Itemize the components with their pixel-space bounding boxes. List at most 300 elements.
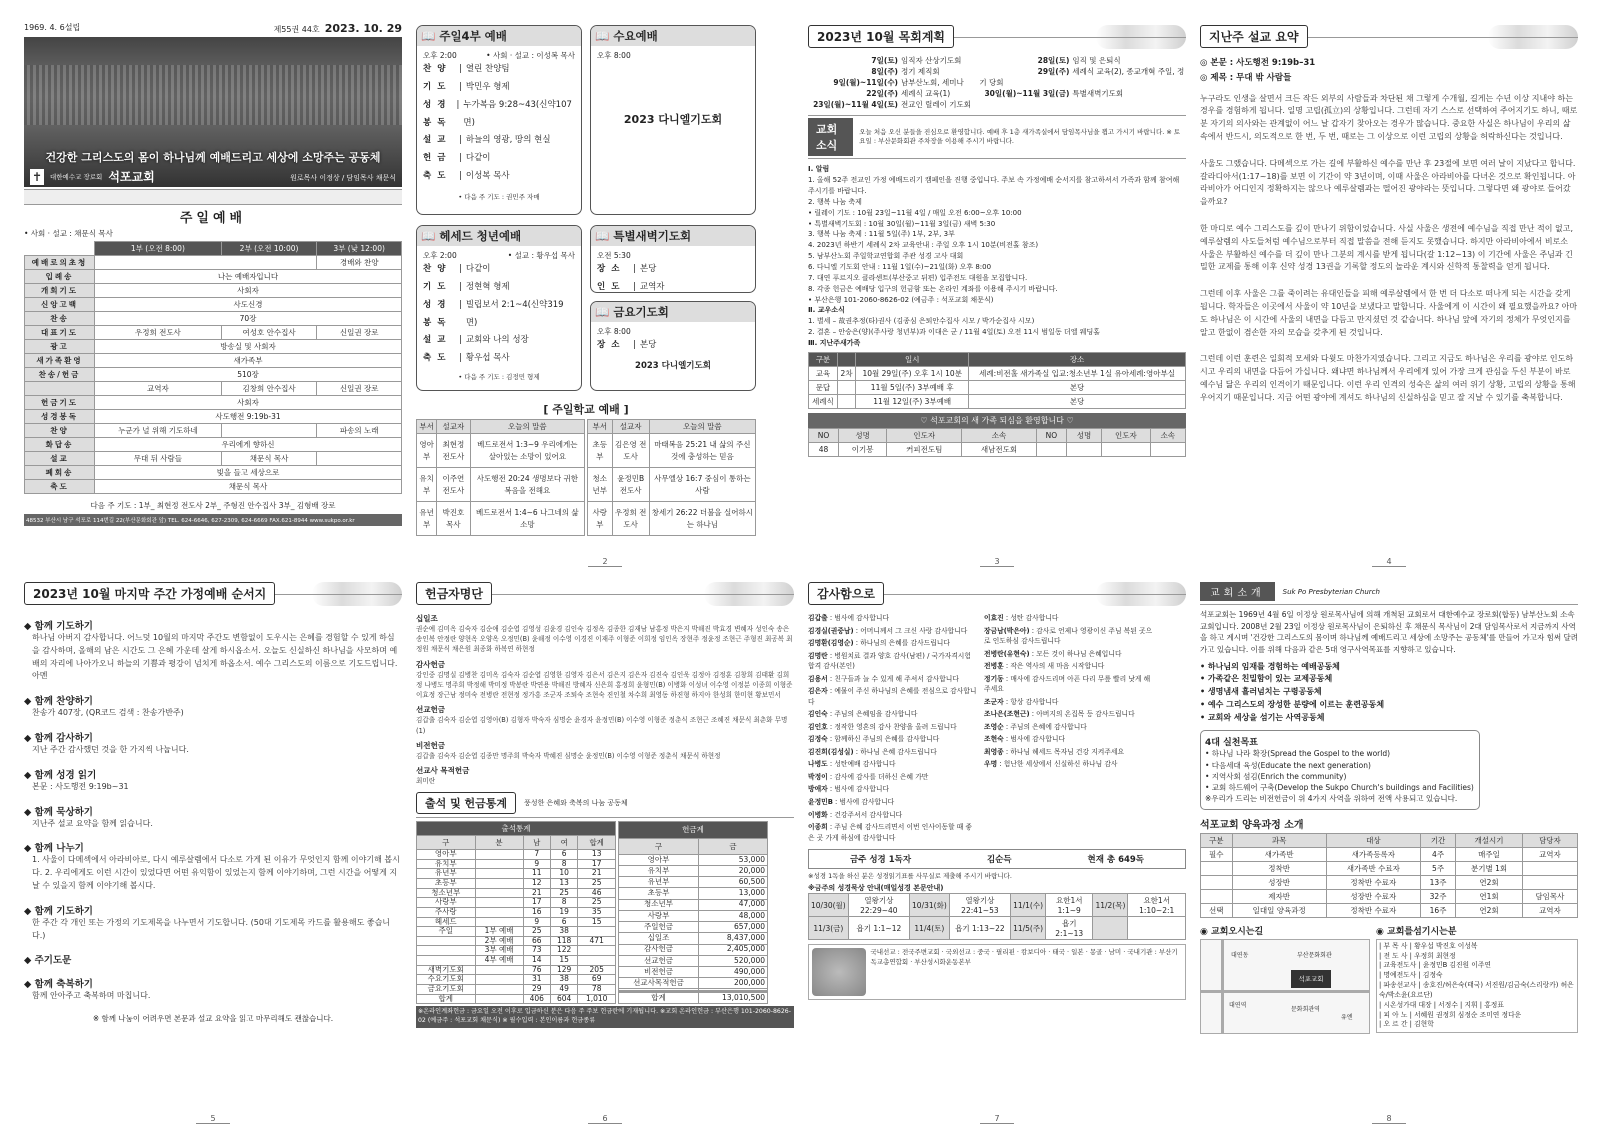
- page-8: [1200, 582, 1578, 1126]
- divider: |: [459, 135, 462, 146]
- ministry-goal: • 예수 그리스도의 장성한 분량에 이르는 훈련공동체: [1200, 699, 1385, 709]
- school-cell: 이주연 전도사: [437, 468, 470, 502]
- edu-head: 구분: [1201, 833, 1233, 847]
- edu-head: 개설시기: [1456, 833, 1523, 847]
- worship-value: 채문식 목사: [221, 452, 317, 466]
- family-step-title: ◆ 함께 축복하기: [24, 979, 93, 991]
- school-cell: 유년부: [417, 502, 437, 536]
- thanks-name: 김명란: [808, 651, 828, 660]
- newcomer-head: NO: [1036, 428, 1066, 442]
- att-cell: 46: [578, 888, 616, 898]
- sunday4-title: 주일4부 예배: [439, 29, 507, 43]
- schedule-day: 11/3(금): [809, 917, 849, 940]
- service-item: 기도: [423, 81, 452, 92]
- worship-value: 510장: [95, 368, 402, 382]
- service-item: 성경봉독: [423, 99, 452, 128]
- worship-item: 헌금기도: [25, 396, 95, 410]
- school-head-cell: 설교자: [612, 420, 649, 434]
- intro-title: 교회소개: [1200, 582, 1275, 601]
- worship-leader: • 사회 · 설교 : 채문식 목사: [24, 229, 113, 238]
- divider: |: [633, 281, 636, 292]
- edu-cell: [1201, 861, 1233, 875]
- worship-value: 우리에게 향하신: [95, 438, 402, 452]
- worship-value: 신일권 장로: [317, 326, 402, 340]
- svc-1: 1부 (오전 8:00): [95, 242, 222, 256]
- att-row: [417, 994, 616, 1004]
- youth-title: 헤세드 청년예배: [439, 229, 522, 243]
- mission-text: 국내선교 : 전국주변교회 · 국외선교 : 중국 · 필리핀 · 캄보디아 · 태국 · 일본 · 몽골 · 남미 · 국내기관 : 부산기독교총연합회 · 부산성시화운동본부: [870, 948, 1178, 966]
- baptism-head: 일시: [856, 352, 969, 366]
- sunday4-box: [416, 25, 582, 215]
- att-cell: 4부 예배: [475, 956, 523, 966]
- baptism-head: 구분: [809, 352, 838, 366]
- att-head: 구: [417, 836, 476, 850]
- worship-row: [25, 270, 402, 284]
- page-7: [808, 582, 1186, 1126]
- plan-event: 특별새벽기도회: [1072, 88, 1124, 98]
- worship-item: 입례송: [25, 270, 95, 284]
- page-number: 8: [1372, 1114, 1405, 1124]
- edu-cell: 새가족반 수료자: [1326, 861, 1420, 875]
- plan-date: 7일(토): [871, 56, 898, 65]
- att-cell: 9: [523, 917, 550, 927]
- page-number: 6: [588, 1114, 621, 1124]
- thanks-text: 범사에 감사합니다: [834, 614, 890, 622]
- thanks-text: 모든 것이 하나님 은혜입니다: [1036, 649, 1122, 658]
- staff-line: | 부 목 사 | 황우섭 박진호 이성복: [1379, 941, 1478, 950]
- news-item: 4. 2023년 하반기 세례식 2차 교육안내 : 주일 오후 1시 10분(비전홀 참조): [808, 241, 1039, 250]
- worship-value: 사도신경: [95, 298, 402, 312]
- thanks-text: 병원치료 결과 양호 감사(남편) / 국가자격시험 합격 감사(본인): [808, 651, 971, 671]
- off-head: 금: [699, 838, 768, 854]
- thanks-line: 이종희 : 주님 은혜 감사드리면서 이번 인사이동할 때 좋은 곳 가게 하심에 감사합니다: [808, 823, 973, 842]
- issue-number: 제55권 44호: [273, 25, 320, 34]
- edu-cell: 새가족등록자: [1326, 847, 1420, 861]
- edu-cell: [1522, 875, 1577, 889]
- schedule-day: [1093, 917, 1128, 940]
- family-step-title: ◆ 함께 나누기: [24, 843, 84, 855]
- att-head: 여: [550, 836, 577, 850]
- plan-line: [808, 100, 979, 111]
- bible-reading-bar: [808, 849, 1186, 869]
- school-tables: [416, 419, 756, 536]
- bible-note: ※성경 1독을 하신 분은 성경읽기표를 사무실로 제출해 주시기 바랍니다.: [808, 872, 1012, 881]
- service-value: 교역자: [639, 281, 665, 292]
- schedule-day: 11/2(목): [1093, 894, 1128, 917]
- sunday4-time: 오후 2:00: [423, 51, 457, 60]
- thanks-line: 방애자 : 범사에 감사합니다: [808, 785, 890, 794]
- worship-value: [95, 256, 317, 270]
- school-cell: 창세기 26:22 더불을 실어하시는 하나님: [649, 502, 755, 536]
- sched-title: ※금주의 성경묵상 안내(매일성경 본문안내): [808, 884, 944, 893]
- att-cell: [475, 907, 523, 917]
- off-head: 구: [619, 838, 699, 854]
- school-head-cell: 설교자: [437, 420, 470, 434]
- offering-names: 김갑출 김숙자 김순엽 김영아(B) 김형자 박숙자 심명순 윤경자 윤정민(B) 이수영 이형준 정춘식 조현근 조혜진 채문식 최춘화 무명(1): [416, 716, 788, 735]
- service-line: [423, 279, 575, 297]
- edu-row: [1201, 903, 1578, 917]
- school-cell: 초등부: [588, 434, 613, 468]
- thanks-text: 범사에 감사합니다: [1010, 735, 1066, 744]
- family-step-title: ◆ 함께 묵상하기: [24, 806, 93, 818]
- att-cell: [475, 975, 523, 985]
- sermon-title: 지난주 설교 요약: [1200, 25, 1308, 48]
- intro-english: Suk Po Presbyterian Church: [1282, 587, 1380, 596]
- flower-decoration-icon: [1096, 25, 1186, 49]
- att-cell: 11: [523, 869, 550, 879]
- schedule-passage: 욥기 2:1~13: [1046, 917, 1093, 940]
- service-item: 설교: [423, 135, 452, 146]
- off-row: [619, 866, 768, 877]
- att-cell: [417, 946, 476, 956]
- staff-line: | 피 아 노 | 서혜원 권정희 심정순 조미연 정다운: [1379, 1010, 1522, 1019]
- page-number: 5: [196, 1114, 229, 1124]
- worship-row: [25, 256, 402, 270]
- school-cell: 사랑부: [588, 502, 613, 536]
- newcomer-head: 소속: [962, 428, 1037, 442]
- baptism-head: 장소: [969, 352, 1186, 366]
- baptism-row: [809, 380, 1186, 394]
- thanks-text: 하나님의 은혜를 감사드립니다: [860, 639, 950, 648]
- thanks-text: 성탄예배 감사합니다: [834, 760, 896, 769]
- att-cell: 유년부: [417, 869, 476, 879]
- school-cell: 영아부: [417, 434, 437, 468]
- worship-value: 무대 뒤 사람들: [95, 452, 222, 466]
- off-cell: 비전헌금: [619, 967, 699, 978]
- worship-item: 새가족환영: [25, 354, 95, 368]
- plan-line: [808, 56, 979, 67]
- divider: |: [633, 340, 636, 350]
- divider: |: [633, 264, 636, 274]
- bible-schedule-table: [808, 893, 1186, 940]
- worship-value: 경배와 찬양: [317, 256, 402, 270]
- thanks-text: 어머니께서 그 크신 사랑 감사합니다: [860, 626, 968, 635]
- att-cell: 76: [523, 965, 550, 975]
- service-line: [597, 279, 749, 297]
- baptism-cell: 11월 5일(주) 3부예배 후: [856, 380, 969, 394]
- att-cell: 초등부: [417, 879, 476, 889]
- family-step-title: ◆ 함께 성경 읽기: [24, 769, 97, 781]
- worship-title: 주일예배: [179, 211, 247, 226]
- worship-row: [25, 326, 402, 340]
- newcomer-cell: [1150, 442, 1185, 456]
- thanks-name: 최영종: [984, 747, 1004, 756]
- baptism-cell: [837, 380, 855, 394]
- school-cell: 박진호 목사: [437, 502, 470, 536]
- news-item: • 릴레이 기도 : 10월 23일~11월 4일 / 매일 오전 6:00~오후 10:00: [808, 208, 1022, 217]
- thanks-line: 김용서 : 친구들과 늘 수 있게 해 주셔서 감사합니다: [808, 674, 959, 683]
- att-cell: 21: [578, 869, 616, 879]
- school-table-right: [587, 419, 756, 536]
- att-cell: [578, 927, 616, 937]
- att-cell: 25: [578, 879, 616, 889]
- schedule-day: 11/4(토): [910, 917, 950, 940]
- schedule-passage: 열왕기상 22:29~40: [848, 894, 909, 917]
- service-value: 교회와 나의 성장: [465, 335, 529, 346]
- family-step-title: ◆ 함께 찬양하기: [24, 696, 93, 708]
- worship-row: [25, 424, 402, 438]
- worship-row: [25, 396, 402, 410]
- thanks-line: 김은자 : 예물이 주신 하나님의 은혜를 전심으로 감사합니다: [808, 687, 977, 706]
- worship-row: [25, 340, 402, 354]
- baptism-cell: [837, 394, 855, 408]
- book-icon: 📖: [421, 229, 436, 243]
- page-number: 2: [588, 557, 621, 567]
- thanks-name: 김갑출: [808, 614, 828, 622]
- worship-value: 교역자: [95, 382, 222, 396]
- edu-cell: 연1회: [1456, 889, 1523, 903]
- att-cell: 청소년부: [417, 888, 476, 898]
- att-cell: 6: [550, 850, 577, 860]
- off-cell: 합계: [619, 992, 699, 1003]
- off-amount: 520,000: [699, 955, 768, 966]
- fri-title: 금요기도회: [613, 305, 669, 319]
- thanks-line: 김인숙 : 주님의 은혜임을 감사합니다: [808, 710, 918, 719]
- thanks-name: 김용서: [808, 674, 828, 683]
- page-5: [24, 582, 402, 1126]
- svc-3: 3부 (낮 12:00): [317, 242, 402, 256]
- edu-cell: 매주일: [1456, 847, 1523, 861]
- worship-item: 찬양: [25, 424, 95, 438]
- edu-cell: 성장반 수료자: [1326, 889, 1420, 903]
- school-head: [588, 420, 756, 434]
- thanks-text: 예물이 주신 하나님의 은혜를 전심으로 감사합니다: [808, 687, 977, 706]
- thanks-name: 전병훈: [984, 662, 1004, 671]
- schedule-passage: 요한1서 1:10~2:1: [1128, 894, 1186, 917]
- news-item: Ⅰ. 알림: [808, 165, 830, 174]
- att-row: [417, 898, 616, 908]
- offering-category: 선교헌금: [416, 705, 445, 715]
- offering-names: 강인중 김명실 김병찬 김미옥 김숙자 김순엽 김영한 김영자 김은서 김은지 김은자 김진숙 김인욱 김정아 김정훈 김창희 김태환 김희정 나병도 명주희 박정해 박미정 박봉란 박연용 박해진 방혜자 신은희 홍정희 윤형민(B) 이병화 이성녀 이수영 이정분 이종희 이형준 이효정 장근남 정미숙 전병란 전현정 정가흥 조군자 조퇴숙 조현숙 진인철 차수희 최영동 하진형 하지아 한성희 한미현 황보민서: [416, 670, 793, 700]
- cross-logo-icon: ✝: [31, 169, 43, 184]
- thanks-text: 범사에 감사합니다: [839, 797, 895, 806]
- service-line: [423, 61, 575, 79]
- map-title: 교회오시는길: [1211, 926, 1264, 937]
- news-item: • 특별새벽기도회 : 10월 30일(월)~11월 3일(금) 새벽 5:30: [808, 219, 996, 228]
- fri-time: 오후 8:00: [597, 327, 631, 336]
- off-row: [619, 888, 768, 899]
- news-item: Ⅱ. 교우소식: [808, 306, 845, 315]
- edu-cell: 일대일 양육과정: [1232, 903, 1326, 917]
- family-step-text: 하나님 아버지 감사합니다. 어느덧 10월의 마지막 주간도 변함없이 도우시는 은혜를 경험할 수 있게 하심을 감사하며, 올해의 남은 시간도 그 은혜 가운데 살게 하시옵소서. 오늘도 신실하신 하나님을 사모하며 예배의 자리에 나아가오니 하늘의 기쁨과 평강이 넘치게 하옵소서. 예수 그리스도의 이름으로 기도드립니다. 아멘: [32, 633, 398, 681]
- att-cell: 604: [550, 994, 577, 1004]
- thanks-name: 김인호: [808, 722, 828, 731]
- plan-date: 29일(주): [1037, 66, 1070, 76]
- practice-box: [1200, 730, 1480, 809]
- thanks-name: 정기동: [984, 674, 1004, 683]
- off-cell: 유치부: [619, 866, 699, 877]
- att-head: 분: [475, 836, 523, 850]
- att-row: [417, 936, 616, 946]
- location-pin-icon: ◉: [1200, 926, 1208, 937]
- baptism-cell: 본당: [969, 394, 1186, 408]
- thanks-line: 김진희(김성실) : 하나님 은혜 감사드립니다: [808, 747, 937, 756]
- off-cell: 십일조: [619, 933, 699, 944]
- worship-item: 개회기도: [25, 284, 95, 298]
- practice-title: 4대 실천목표: [1205, 738, 1258, 749]
- family-worship-title: 2023년 10월 마지막 주간 가정예배 순서지: [24, 582, 275, 605]
- thanks-text: 감사로 언제나 영광이신 주님 복된 곳으로 인도하심 감사드립니다: [984, 626, 1153, 646]
- baptism-cell: 문답: [809, 380, 838, 394]
- off-amount: 13,000: [699, 888, 768, 899]
- edu-row: [1201, 889, 1578, 903]
- off-cell: 청소년부: [619, 899, 699, 910]
- family-step-text: 지난 주간 감사했던 것을 한 가지씩 나눕니다.: [32, 744, 189, 754]
- plan-event: 임직자 산상기도회: [901, 56, 962, 65]
- thanks-name: 조군자: [984, 697, 1004, 706]
- plan-line: [808, 67, 979, 78]
- dawn-box: [590, 225, 756, 293]
- school-row: [417, 502, 585, 536]
- service-value: 다같이: [465, 264, 491, 274]
- off-amount: 490,000: [699, 967, 768, 978]
- divider: |: [459, 153, 462, 164]
- newcomer-cell: 커피전도팀: [887, 442, 962, 456]
- thanks-text: 함께하신 주님의 은혜를 감사합니다: [834, 735, 940, 744]
- worship-row: [25, 312, 402, 326]
- service-item: 장소: [597, 340, 626, 350]
- newcomer-cell: [1036, 442, 1066, 456]
- thanks-text: 주님 은혜 감사드리면서 이번 인사이동할 때 좋은 곳 가게 하심에 감사합니다: [808, 823, 973, 842]
- thanks-text: 주님의 은혜에 감사합니다: [1010, 722, 1087, 731]
- thanks-line: 최영종 : 하나님 헤세드 목자님 건강 지켜주세요: [984, 747, 1125, 756]
- att-cell: [475, 994, 523, 1004]
- schedule-row: [809, 894, 1186, 917]
- att-cell: 7: [523, 850, 550, 860]
- offering-category: 선교사 목적헌금: [416, 765, 470, 775]
- thanks-title: 감사함으로: [808, 582, 884, 605]
- news-item: 5. 남부산노회 주일학교연합회 주관 성경 고사 대회: [808, 252, 964, 261]
- off-title: 헌금계: [619, 822, 768, 838]
- news-title: 교회소식: [808, 118, 853, 156]
- worship-item: 찬송/헌금: [25, 368, 95, 382]
- sermon-paragraph: 한 마디로 예수 그리스도를 깊이 만나기 위함이었습니다. 사실 사울은 생전에 예수님을 직접 만난 적이 없고, 예루살렘의 사도들처럼 예수님으로부터 직접 말씀을 전해 듣지도 못했습니다. 하지만 아라비아에서 비로소 사울은 부활하신 예수를 더 깊이 만나 그분의 계시를 받게 됩니다(갈 1:12~13) 이 기간에 사울은 주님과 긴밀한 교제를 통해 이후 신약 성경 13권을 기록할 정도의 놀라운 계시와 신학적 통찰력을 얻게 됩니다.: [1200, 223, 1573, 272]
- worship-item: 대표기도: [25, 326, 95, 340]
- baptism-cell: 10월 29일(주) 오후 1시 10분: [856, 366, 969, 380]
- newcomer-head: 인도자: [887, 428, 962, 442]
- att-title: 출석통계: [417, 822, 616, 836]
- family-step-text: 1. 사울이 다메섹에서 아라비아로, 다시 예루살렘에서 다소로 가게 된 이유가 무엇인지 함께 이야기해 봅시다. 2. 우리에게도 이런 시간이 있었다면 어떤 유익함이 있었는지 함께 이야기하며, 그런 시간을 어떻게 지날 수 있을지 함께 이야기해 봅시다.: [32, 855, 400, 890]
- att-cell: 13: [578, 850, 616, 860]
- att-cell: [417, 956, 476, 966]
- att-cell: 유치부: [417, 859, 476, 869]
- plan-date: 23일(월)~11월 4일(토): [813, 99, 898, 109]
- service-item: 인도: [597, 281, 626, 292]
- service-value: 본당: [639, 264, 657, 274]
- divider: |: [458, 299, 462, 310]
- schedule-passage: 열왕기상 22:41~53: [949, 894, 1010, 917]
- off-amount: 2,405,000: [699, 944, 768, 955]
- family-step-title: ◆ 함께 기도하기: [24, 621, 93, 632]
- news-item: 7. 대연 푸르지오 클라센트(부산중고 뒤편) 입주전도 대원을 모집합니다.: [808, 273, 1028, 282]
- next-prayers: 다음 주 기도 : 1부_ 최현정 전도사 2부_ 주형진 안수집사 3부_ 김형배 장로: [90, 501, 336, 510]
- dawn-time: 오전 5:30: [597, 251, 631, 260]
- dawn-title: 특별새벽기도회: [613, 229, 692, 243]
- thanks-line: 김명란 : 병원치료 결과 양호 감사(남편) / 국가자격시험 합격 감사(본인): [808, 651, 971, 671]
- worship-row: [25, 368, 402, 382]
- family-step-text: 본문 : 사도행전 9:19b~31: [32, 781, 129, 791]
- flower-decoration-icon: [704, 582, 794, 606]
- school-cell: 베드로전서 1:3~9 우리에게는 살아있는 소망이 있어요: [470, 434, 584, 468]
- att-cell: 66: [523, 936, 550, 946]
- worship-value: 신일권 장로: [317, 382, 402, 396]
- service-value: 열린 찬양팀: [465, 64, 510, 74]
- service-line: [423, 97, 575, 133]
- off-cell: 선교헌금: [619, 955, 699, 966]
- thanks-name: 우명: [984, 760, 998, 769]
- att-cell: 금요기도회: [417, 984, 476, 994]
- edu-cell: 담임목사: [1522, 889, 1577, 903]
- edu-cell: 성장반: [1232, 875, 1326, 889]
- page-1: [24, 22, 402, 566]
- baptism-row: [809, 394, 1186, 408]
- page-4: [1200, 25, 1578, 569]
- svc-2: 2부 (오전 10:00): [221, 242, 317, 256]
- plan-line: [979, 56, 1186, 67]
- att-cell: 17: [523, 898, 550, 908]
- worship-value: 나는 예배자입니다: [95, 270, 402, 284]
- location-pin-icon: ◉: [1376, 926, 1384, 937]
- edu-head: 과목: [1232, 833, 1326, 847]
- edu-cell: 13주: [1420, 875, 1455, 889]
- off-cell: 영아부: [619, 854, 699, 865]
- att-cell: 31: [523, 975, 550, 985]
- thanks-text: 건강주셔서 감사합니다: [834, 810, 903, 819]
- thanks-line: 이효진 : 성탄 감사합니다: [984, 614, 1059, 622]
- att-cell: 35: [578, 907, 616, 917]
- family-step-text: 함께 안아주고 축복하며 마칩니다.: [32, 991, 151, 1001]
- worship-row: [25, 438, 402, 452]
- thanks-name: 조나은(조현근): [984, 710, 1030, 719]
- news-item: 6. 다니엘 기도회 안내 : 11월 1일(수)~21일(화) 오후 8:00: [808, 262, 992, 271]
- worship-item: 신앙고백: [25, 298, 95, 312]
- off-row: [619, 992, 768, 1003]
- worship-value: 사도행전 9:19b-31: [95, 410, 402, 424]
- service-value: 본당: [639, 340, 657, 350]
- school-head: [417, 420, 585, 434]
- thanks-name: 박정이: [808, 772, 828, 781]
- thanks-name: 김은자: [808, 687, 828, 696]
- edu-cell: 4주: [1420, 847, 1455, 861]
- thanks-text: 작은 역사의 새 마음 시작합니다: [1010, 662, 1105, 671]
- att-cell: 1부 예배: [475, 927, 523, 937]
- worship-value: 새가족부: [95, 354, 402, 368]
- bible-reader: 김순득: [986, 855, 1012, 866]
- worship-item: [25, 382, 95, 396]
- practice-goal: • 하나님 나라 확장(Spread the Gospel to the world): [1205, 749, 1391, 759]
- thanks-name: 이병화: [808, 810, 828, 819]
- off-amount: 657,000: [699, 922, 768, 933]
- sermon-paragraph: 누구라도 인생을 살면서 크든 작든 외부의 사람들과 차단된 채 그렇게 수개월, 길게는 수년 이상 지내야 하는 경우를 경험하게 됩니다. 일명 고립(孤立)의 상황입니다. 그런데 자기 스스로 선택하여 주어지기도 하니, 때로 분 자기의 의사와는 관계없이 어느 날 갑자기 찾아오는 경우가 많습니다. 중요한 사실은 하나님이 우리의 삶 속에서 반드시, 의도적으로 한 번, 두 번, 때로는 그 이상으로 이런 고립의 상황을 허락하신다는 것입니다.: [1200, 93, 1578, 141]
- thanks-text: 친구들과 늘 수 있게 해 주셔서 감사합니다: [834, 674, 959, 683]
- worship-row: [25, 466, 402, 480]
- edu-row: [1201, 847, 1578, 861]
- church-address: 48532 부산시 남구 석포로 114번길 22(부산문화회관 앞) TEL. 624-6646, 627-2309, 624-6669 FAX.621-8944 www.sukpo.or.kr: [24, 514, 402, 526]
- edu-cell: 분기별 1회: [1456, 861, 1523, 875]
- practice-goal: • 지역사회 섬김(Enrich the community): [1205, 771, 1347, 781]
- thanks-text: 감사에 감사를 더하신 은혜 가만: [834, 772, 929, 781]
- wed-center: 2023 다니엘기도회: [623, 113, 723, 126]
- worship-item: 광고: [25, 340, 95, 354]
- plan-event: 세례식 교육(2), 종교개혁 주일, 정기 당회: [979, 66, 1185, 87]
- sermon-paragraph: 그런데 이후 사울은 그를 죽이려는 유대인들을 피해 예루살렘에서 한 번 더 다소로 떠나게 되는 시간을 갖게 됩니다. 학자들은 이곳에서 사울이 약 10년을 보냈다고 말합니다. 사울에게 이 시간이 왜 필요했을까요? 아마도 하나님은 이 시간에 사울의 내면을 다듬고 만지셨던 것 같습니다. 하나님 앞에 자기의 정체가 무엇인지를 알고 한없이 겸손한 자의 모습을 갖추게 된 것입니다.: [1200, 289, 1578, 337]
- ministry-goal: • 교회와 세상을 섬기는 사역공동체: [1200, 712, 1325, 722]
- plan-date: 9일(월)~11일(수): [833, 77, 898, 87]
- plan-event: 세례식 교육(1): [901, 88, 951, 98]
- school-table-left: [416, 419, 585, 536]
- att-cell: 9: [523, 859, 550, 869]
- att-row: [417, 907, 616, 917]
